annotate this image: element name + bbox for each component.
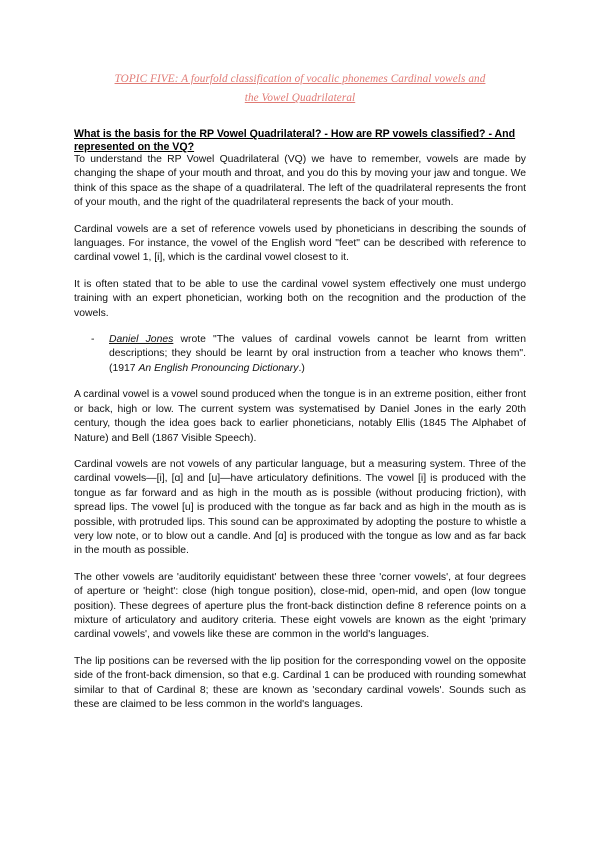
paragraph-4: A cardinal vowel is a vowel sound produced when the tongue is in an extreme position, either front or back, high or low. The current system was systematised by Daniel Jones in the early 20th century, though the idea goes back to earlier phoneticians, notably Ellis (1845 The Alphabet of Nature) and Bell (1867 Visible Speech). [74,389,526,444]
section-heading: What is the basis for the RP Vowel Quadrilateral? - How are RP vowels classified? - And represented on the VQ? [74,128,516,153]
quote-end: .) [298,362,305,374]
list-dash: - [91,334,95,346]
paragraph-1: To understand the RP Vowel Quadrilateral (VQ) we have to remember, vowels are made by changing the shape of your mouth and throat, and you do this by moving your jaw and tongue. We think of this space as the shape of a quadrilateral. The left of the quadrilateral represents the front of your mouth, and the right of the quadrilateral represents the back of your mouth. [74,154,526,209]
paragraph-5: Cardinal vowels are not vowels of any particular language, but a measuring system. Three of the cardinal vowels—[i], [ɑ] and [u]—have articulatory definitions. The vowel [i] is produced with the tongue as far forward and as high in the mouth as is possible (without producing friction), with spread lips. The vowel [u] is produced with the tongue as far back and as high in the mouth as is possible, with protruded lips. This sound can be approximated by adopting the posture to whistle a very low note, or to blow out a candle. And [ɑ] is produced with the tongue as low and as far back in the mouth as possible. [74,458,526,557]
title-line-2: the Vowel Quadrilateral [244,92,356,104]
paragraph-3: It is often stated that to be able to use the cardinal vowel system effectively one must undergo training with an expert phonetician, working both on the recognition and the production of the vowels. [74,278,526,319]
paragraph-7: The lip positions can be reversed with the lip position for the corresponding vowel on the opposite side of the front-back dimension, so that e.g. Cardinal 1 can be produced with rounding somewhat similar to that of Cardinal 8; these are known as 'secondary cardinal vowels'. Sounds such as these are claimed to be less common in the world's languages. [74,655,526,710]
quote-list-item [74,333,526,376]
author-link[interactable]: Daniel Jones [109,334,174,346]
paragraph-6: The other vowels are 'auditorily equidistant' between these three 'corner vowels', at four degrees of aperture or 'height': close (high tongue position), close-mid, open-mid, and open (low tongue position). These degrees of aperture plus the front-back distinction define 8 reference points on a mixture of articulatory and auditory criteria. These eight vowels are known as the eight 'primary cardinal vowels', and vowels like these are common in the world's languages. [74,571,526,641]
paragraph-2: Cardinal vowels are a set of reference vowels used by phoneticians in describing the sounds of languages. For instance, the vowel of the English word "feet" can be described with reference to cardinal vowel 1, [i], which is the cardinal vowel closest to it. [74,223,526,264]
document-title [74,70,526,108]
quote-source: An English Pronouncing Dictionary [138,362,299,374]
title-line-1: TOPIC FIVE: A fourfold classification of vocalic phonemes Cardinal vowels and [114,73,486,85]
quote-text: wrote "The values of cardinal vowels cannot be learnt from written descriptions; they should be learnt by oral instruction from a teacher who knows them". (1917 [109,334,526,374]
